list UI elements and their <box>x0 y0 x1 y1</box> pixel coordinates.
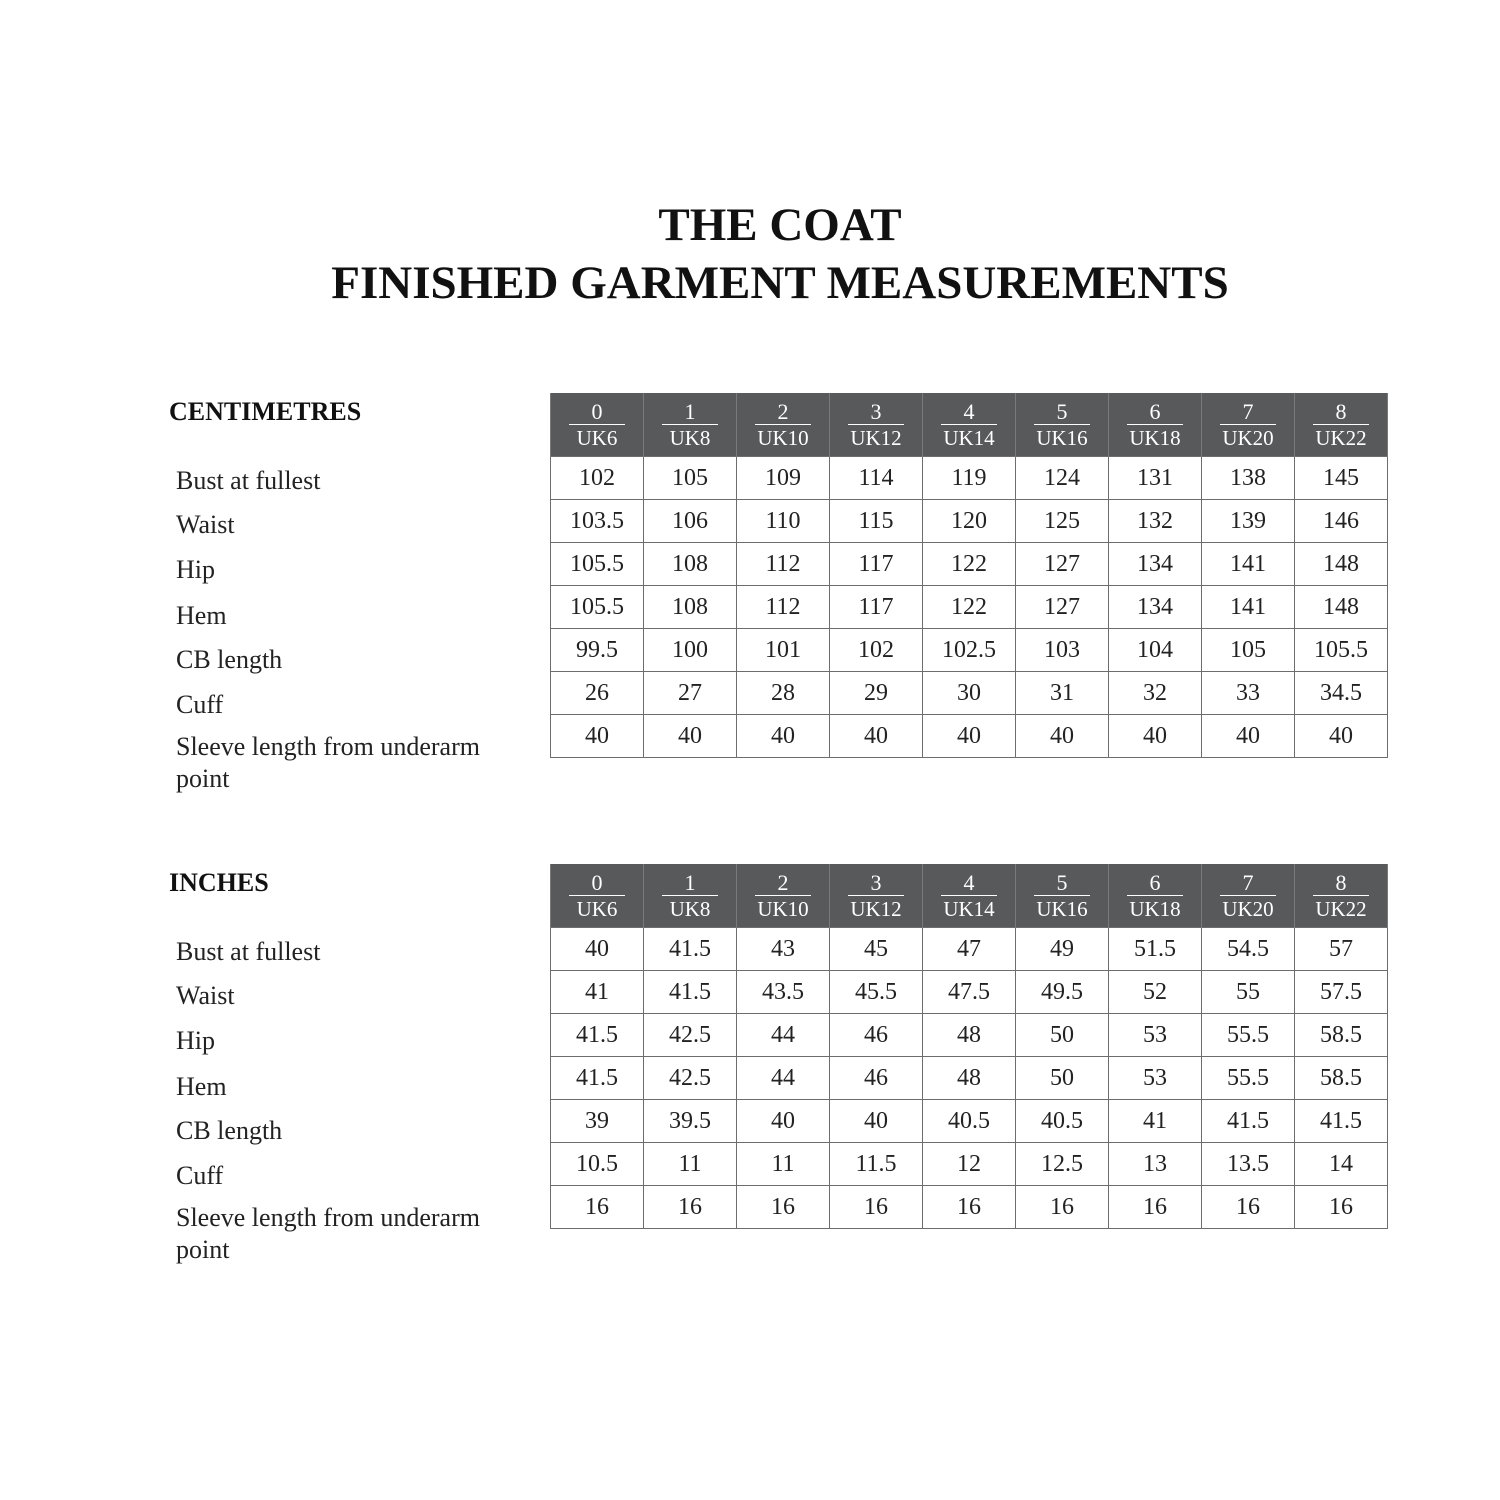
table-cell: 31 <box>1016 672 1109 715</box>
table-cell: 42.5 <box>644 1014 737 1057</box>
table-cell: 14 <box>1295 1143 1388 1186</box>
table-cell: 124 <box>1016 457 1109 500</box>
table-cell: 39 <box>551 1100 644 1143</box>
table-cell: 16 <box>551 1186 644 1229</box>
table-cell: 108 <box>644 543 737 586</box>
table-cell: 102 <box>830 629 923 672</box>
table-cell: 40 <box>1109 715 1202 758</box>
row-label: Sleeve length from underarm point <box>176 732 480 793</box>
table-cell: 44 <box>737 1057 830 1100</box>
table-cell: 117 <box>830 586 923 629</box>
table-cell: 44 <box>737 1014 830 1057</box>
table-cell: 55.5 <box>1202 1057 1295 1100</box>
table-cell: 41.5 <box>1295 1100 1388 1143</box>
size-header: 6 UK18 <box>1109 393 1202 457</box>
table-row <box>551 1100 1388 1143</box>
table-cell: 48 <box>923 1057 1016 1100</box>
table-cell: 57 <box>1295 928 1388 971</box>
size-header: 3 UK12 <box>830 864 923 928</box>
table-cell: 16 <box>923 1186 1016 1229</box>
table-cell: 122 <box>923 586 1016 629</box>
row-label: Cuff <box>176 690 224 719</box>
size-header: 8 UK22 <box>1295 393 1388 457</box>
table-cell: 41 <box>1109 1100 1202 1143</box>
table-cell: 16 <box>1109 1186 1202 1229</box>
table-cell: 40 <box>551 928 644 971</box>
table-cell: 40 <box>737 715 830 758</box>
table-row <box>551 971 1388 1014</box>
row-label: CB length <box>176 1116 283 1145</box>
table-cell: 11 <box>737 1143 830 1186</box>
table-cell: 41.5 <box>551 1057 644 1100</box>
inches-table <box>550 864 1388 1229</box>
table-cell: 16 <box>737 1186 830 1229</box>
size-header: 4 UK14 <box>923 864 1016 928</box>
table-cell: 122 <box>923 543 1016 586</box>
size-header: 2 UK10 <box>737 864 830 928</box>
size-header: 6 UK18 <box>1109 864 1202 928</box>
table-row <box>551 586 1388 629</box>
table-cell: 34.5 <box>1295 672 1388 715</box>
table-cell: 138 <box>1202 457 1295 500</box>
table-row <box>551 500 1388 543</box>
table-cell: 28 <box>737 672 830 715</box>
table-cell: 43 <box>737 928 830 971</box>
centimetres-label: CENTIMETRES <box>169 397 362 426</box>
table-cell: 11.5 <box>830 1143 923 1186</box>
size-header: 5 UK16 <box>1016 864 1109 928</box>
table-cell: 57.5 <box>1295 971 1388 1014</box>
table-cell: 29 <box>830 672 923 715</box>
table-cell: 146 <box>1295 500 1388 543</box>
page-title <box>0 196 1500 312</box>
table-row <box>551 1186 1388 1229</box>
title-line-2: FINISHED GARMENT MEASUREMENTS <box>331 257 1229 309</box>
row-label: Sleeve length from underarm point <box>176 1203 480 1264</box>
table-cell: 105 <box>1202 629 1295 672</box>
size-header: 1 UK8 <box>644 864 737 928</box>
title-line-1: THE COAT <box>658 199 902 251</box>
table-cell: 46 <box>830 1014 923 1057</box>
table-row <box>551 457 1388 500</box>
table-cell: 40 <box>1016 715 1109 758</box>
table-cell: 30 <box>923 672 1016 715</box>
table-cell: 125 <box>1016 500 1109 543</box>
centimetres-table <box>550 393 1388 758</box>
table-cell: 55.5 <box>1202 1014 1295 1057</box>
table-cell: 134 <box>1109 543 1202 586</box>
table-cell: 12.5 <box>1016 1143 1109 1186</box>
row-label: CB length <box>176 645 283 674</box>
table-cell: 40 <box>923 715 1016 758</box>
table-cell: 40 <box>830 1100 923 1143</box>
table-cell: 105 <box>644 457 737 500</box>
table-cell: 105.5 <box>551 586 644 629</box>
size-header: 2 UK10 <box>737 393 830 457</box>
table-cell: 10.5 <box>551 1143 644 1186</box>
row-label: Hem <box>176 1072 227 1101</box>
table-row <box>551 1057 1388 1100</box>
table-cell: 41 <box>551 971 644 1014</box>
row-label: Bust at fullest <box>176 937 321 966</box>
table-cell: 139 <box>1202 500 1295 543</box>
row-label: Hem <box>176 601 227 630</box>
table-cell: 40 <box>830 715 923 758</box>
table-cell: 40 <box>737 1100 830 1143</box>
table-cell: 42.5 <box>644 1057 737 1100</box>
table-cell: 40.5 <box>923 1100 1016 1143</box>
table-cell: 119 <box>923 457 1016 500</box>
table-cell: 115 <box>830 500 923 543</box>
table-cell: 127 <box>1016 586 1109 629</box>
table-row <box>551 1014 1388 1057</box>
size-header-row <box>551 393 1388 457</box>
table-cell: 112 <box>737 586 830 629</box>
table-cell: 114 <box>830 457 923 500</box>
table-cell: 99.5 <box>551 629 644 672</box>
table-cell: 54.5 <box>1202 928 1295 971</box>
table-cell: 49 <box>1016 928 1109 971</box>
table-cell: 53 <box>1109 1057 1202 1100</box>
table-cell: 131 <box>1109 457 1202 500</box>
table-row <box>551 629 1388 672</box>
table-cell: 41.5 <box>1202 1100 1295 1143</box>
table-cell: 58.5 <box>1295 1014 1388 1057</box>
table-cell: 120 <box>923 500 1016 543</box>
table-cell: 46 <box>830 1057 923 1100</box>
table-cell: 104 <box>1109 629 1202 672</box>
table-cell: 55 <box>1202 971 1295 1014</box>
table-cell: 105.5 <box>551 543 644 586</box>
table-cell: 47 <box>923 928 1016 971</box>
table-cell: 102 <box>551 457 644 500</box>
table-cell: 102.5 <box>923 629 1016 672</box>
size-header: 3 UK12 <box>830 393 923 457</box>
row-label: Hip <box>176 1026 215 1055</box>
table-cell: 40.5 <box>1016 1100 1109 1143</box>
table-cell: 148 <box>1295 543 1388 586</box>
table-cell: 127 <box>1016 543 1109 586</box>
size-header: 4 UK14 <box>923 393 1016 457</box>
table-cell: 103.5 <box>551 500 644 543</box>
table-cell: 101 <box>737 629 830 672</box>
table-cell: 40 <box>644 715 737 758</box>
table-cell: 16 <box>1016 1186 1109 1229</box>
table-cell: 40 <box>1202 715 1295 758</box>
table-cell: 112 <box>737 543 830 586</box>
table-cell: 103 <box>1016 629 1109 672</box>
table-cell: 145 <box>1295 457 1388 500</box>
table-cell: 45 <box>830 928 923 971</box>
inches-body <box>551 928 1388 1229</box>
inches-label: INCHES <box>169 868 269 897</box>
table-cell: 50 <box>1016 1014 1109 1057</box>
table-cell: 47.5 <box>923 971 1016 1014</box>
size-header: 1 UK8 <box>644 393 737 457</box>
table-cell: 41.5 <box>644 971 737 1014</box>
table-cell: 16 <box>1202 1186 1295 1229</box>
table-cell: 105.5 <box>1295 629 1388 672</box>
table-cell: 100 <box>644 629 737 672</box>
table-row <box>551 1143 1388 1186</box>
size-header: 7 UK20 <box>1202 864 1295 928</box>
size-header-row <box>551 864 1388 928</box>
table-cell: 11 <box>644 1143 737 1186</box>
table-cell: 41.5 <box>644 928 737 971</box>
table-cell: 12 <box>923 1143 1016 1186</box>
table-row <box>551 672 1388 715</box>
table-cell: 117 <box>830 543 923 586</box>
row-label: Bust at fullest <box>176 466 321 495</box>
row-label: Waist <box>176 981 235 1010</box>
centimetres-body <box>551 457 1388 758</box>
table-cell: 16 <box>1295 1186 1388 1229</box>
table-row <box>551 543 1388 586</box>
size-header: 5 UK16 <box>1016 393 1109 457</box>
table-cell: 26 <box>551 672 644 715</box>
table-cell: 40 <box>551 715 644 758</box>
table-cell: 141 <box>1202 543 1295 586</box>
table-cell: 134 <box>1109 586 1202 629</box>
table-cell: 13 <box>1109 1143 1202 1186</box>
table-cell: 27 <box>644 672 737 715</box>
table-cell: 41.5 <box>551 1014 644 1057</box>
table-cell: 48 <box>923 1014 1016 1057</box>
table-cell: 132 <box>1109 500 1202 543</box>
size-header: 0 UK6 <box>551 864 644 928</box>
size-header: 0 UK6 <box>551 393 644 457</box>
table-cell: 110 <box>737 500 830 543</box>
row-label: Cuff <box>176 1161 224 1190</box>
size-header: 7 UK20 <box>1202 393 1295 457</box>
table-row <box>551 928 1388 971</box>
table-cell: 40 <box>1295 715 1388 758</box>
table-cell: 16 <box>644 1186 737 1229</box>
table-cell: 106 <box>644 500 737 543</box>
row-label: Hip <box>176 555 215 584</box>
table-cell: 50 <box>1016 1057 1109 1100</box>
table-cell: 52 <box>1109 971 1202 1014</box>
table-cell: 148 <box>1295 586 1388 629</box>
table-cell: 32 <box>1109 672 1202 715</box>
size-header: 8 UK22 <box>1295 864 1388 928</box>
row-label: Waist <box>176 510 235 539</box>
table-cell: 58.5 <box>1295 1057 1388 1100</box>
table-cell: 43.5 <box>737 971 830 1014</box>
table-cell: 13.5 <box>1202 1143 1295 1186</box>
table-cell: 45.5 <box>830 971 923 1014</box>
table-cell: 109 <box>737 457 830 500</box>
table-cell: 49.5 <box>1016 971 1109 1014</box>
table-cell: 108 <box>644 586 737 629</box>
table-cell: 51.5 <box>1109 928 1202 971</box>
table-cell: 33 <box>1202 672 1295 715</box>
table-row <box>551 715 1388 758</box>
table-cell: 141 <box>1202 586 1295 629</box>
table-cell: 53 <box>1109 1014 1202 1057</box>
table-cell: 16 <box>830 1186 923 1229</box>
table-cell: 39.5 <box>644 1100 737 1143</box>
